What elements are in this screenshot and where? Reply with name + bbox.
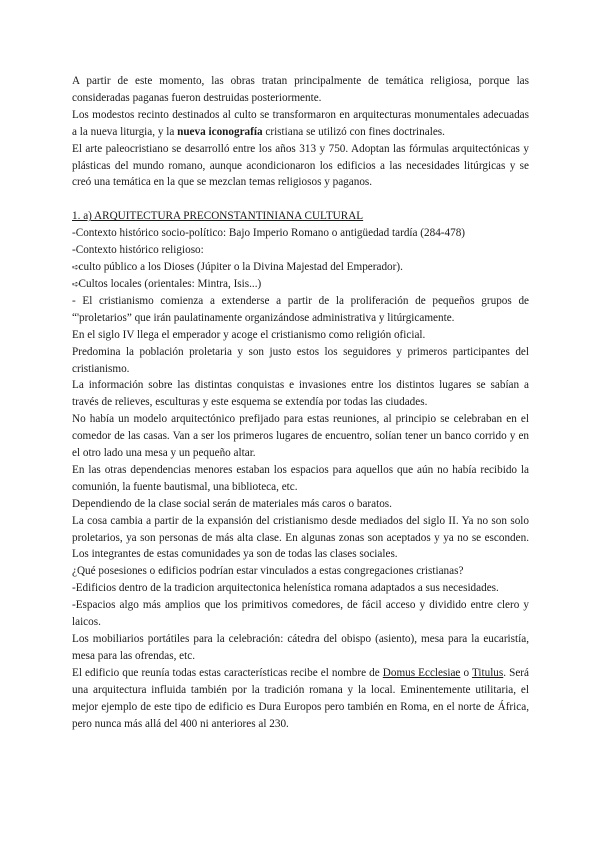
paragraph-dependencies: En las otras dependencias menores estaban los espacios para aquellos que aún no había recibido la comunión, la fuente bautismal, una biblioteca, etc. — [72, 463, 529, 493]
section-heading: 1. a) ARQUITECTURA PRECONSTANTINIANA CULTURAL — [72, 210, 364, 223]
intro-paragraph-3: El arte paleocristiano se desarrolló entre los años 313 y 750. Adoptan las fórmulas arquitectónicas y plásticas del mundo romano, aunque acondicionaron los edificios a las necesidades litúrgicas y se creó una temática en la que se mezclan temas religiosos y paganos. — [72, 142, 529, 189]
list-item-text: culto público a los Dioses (Júpiter o la Divina Majestad del Emperador). — [78, 261, 403, 274]
paragraph-christianity-spread: - El cristianismo comienza a extenderse a partir de la proliferación de pequeños grupos de “'proletarios” que irán paulatinamente organizándose administrativa y litúrgicamente. — [72, 294, 529, 324]
context-sociopolitical: -Contexto histórico socio-político: Bajo Imperio Romano o antigüedad tardía (284-478) — [72, 227, 466, 240]
paragraph-proletarian: Predomina la población proletaria y son justo estos los seguidores y primeros participantes del cristianismo. — [72, 345, 529, 375]
paragraph-domus-ecclesiae — [72, 665, 529, 733]
paragraph-buildings: -Edificios dentro de la tradicion arquitectonica helenística romana adaptados a sus necesidades. — [72, 582, 499, 595]
paragraph-furniture: Los mobiliarios portátiles para la celebración: cátedra del obispo (asiento), mesa para la eucaristía, mesa para las ofrendas, etc. — [72, 633, 529, 662]
domus-text-a: El edificio que reunía todas estas características recibe el nombre de — [72, 666, 383, 679]
arrow-bullet-icon: ➪ — [72, 262, 79, 273]
paragraph-social-class: Dependiendo de la clase social serán de materiales más caros o baratos. — [72, 497, 392, 510]
paragraph-emperor: En el siglo IV llega el emperador y acoge el cristianismo como religión oficial. — [72, 328, 426, 341]
paragraph-spaces: -Espacios algo más amplios que los primitivos comedores, de fácil acceso y dividido entre clero y laicos. — [72, 599, 529, 629]
titulus-term: Titulus — [471, 666, 504, 679]
list-item-public-cult — [72, 259, 529, 276]
intro-paragraph-2 — [72, 107, 529, 141]
intro-p2-text-b: cristiana se utilizó con fines doctrinales. — [262, 125, 445, 138]
context-religious: -Contexto histórico religioso: — [72, 244, 204, 257]
list-item-local-cults — [72, 276, 529, 293]
list-item-text: Cultos locales (orientales: Mintra, Isis...) — [78, 277, 262, 290]
paragraph-expansion: La cosa cambia a partir de la expansión del cristianismo desde mediados del siglo II. Ya no son solo proletarios, ya son personas de más alta clase. En algunas zonas son aceptados y ya no se esconden. Los integrantes de estas comunidades ya son de todas las clases sociales. — [72, 514, 529, 561]
paragraph-question: ¿Qué posesiones o edificios podrían estar vinculados a estas congregaciones cristianas? — [72, 565, 464, 578]
intro-paragraph-1: A partir de este momento, las obras tratan principalmente de temática religiosa, porque las consideradas paganas fueron destruidas posteriormente. — [72, 75, 529, 104]
document-page — [72, 73, 529, 732]
domus-text-b: . Será una arquitectura influida también por la tradición romana y la local. Eminentemente utilitaria, el mejor ejemplo de este tipo de edificio es Dura Europos pero también en Roma, en el norte de África, pero nunca más allá del 400 ni anteriores al 230. — [72, 666, 529, 730]
arrow-bullet-icon: ➪ — [72, 278, 79, 289]
paragraph-information: La información sobre las distintas conquistas e invasiones entre los distintos lugares se sabían a través de relieves, esculturas y este esquema se extendía por todas las ciudades. — [72, 379, 529, 409]
paragraph-no-model: No había un modelo arquitectónico prefijado para estas reuniones, al principio se celebraban en el comedor de las casas. Van a ser los primeros lugares de encuentro, solían tener un banco corrido y en el otro lado una mesa y un pequeño altar. — [72, 413, 529, 460]
domus-ecclesiae-term: Domus Ecclesiae — [382, 666, 461, 679]
intro-p2-bold: nueva iconografía — [177, 125, 263, 138]
spacer — [72, 191, 529, 208]
intro-p2-text-a: Los modestos recinto destinados al culto se transformaron en arquitecturas monumentales adecuadas a la nueva liturgia, y la — [72, 108, 529, 138]
domus-text-mid: o — [460, 666, 472, 679]
